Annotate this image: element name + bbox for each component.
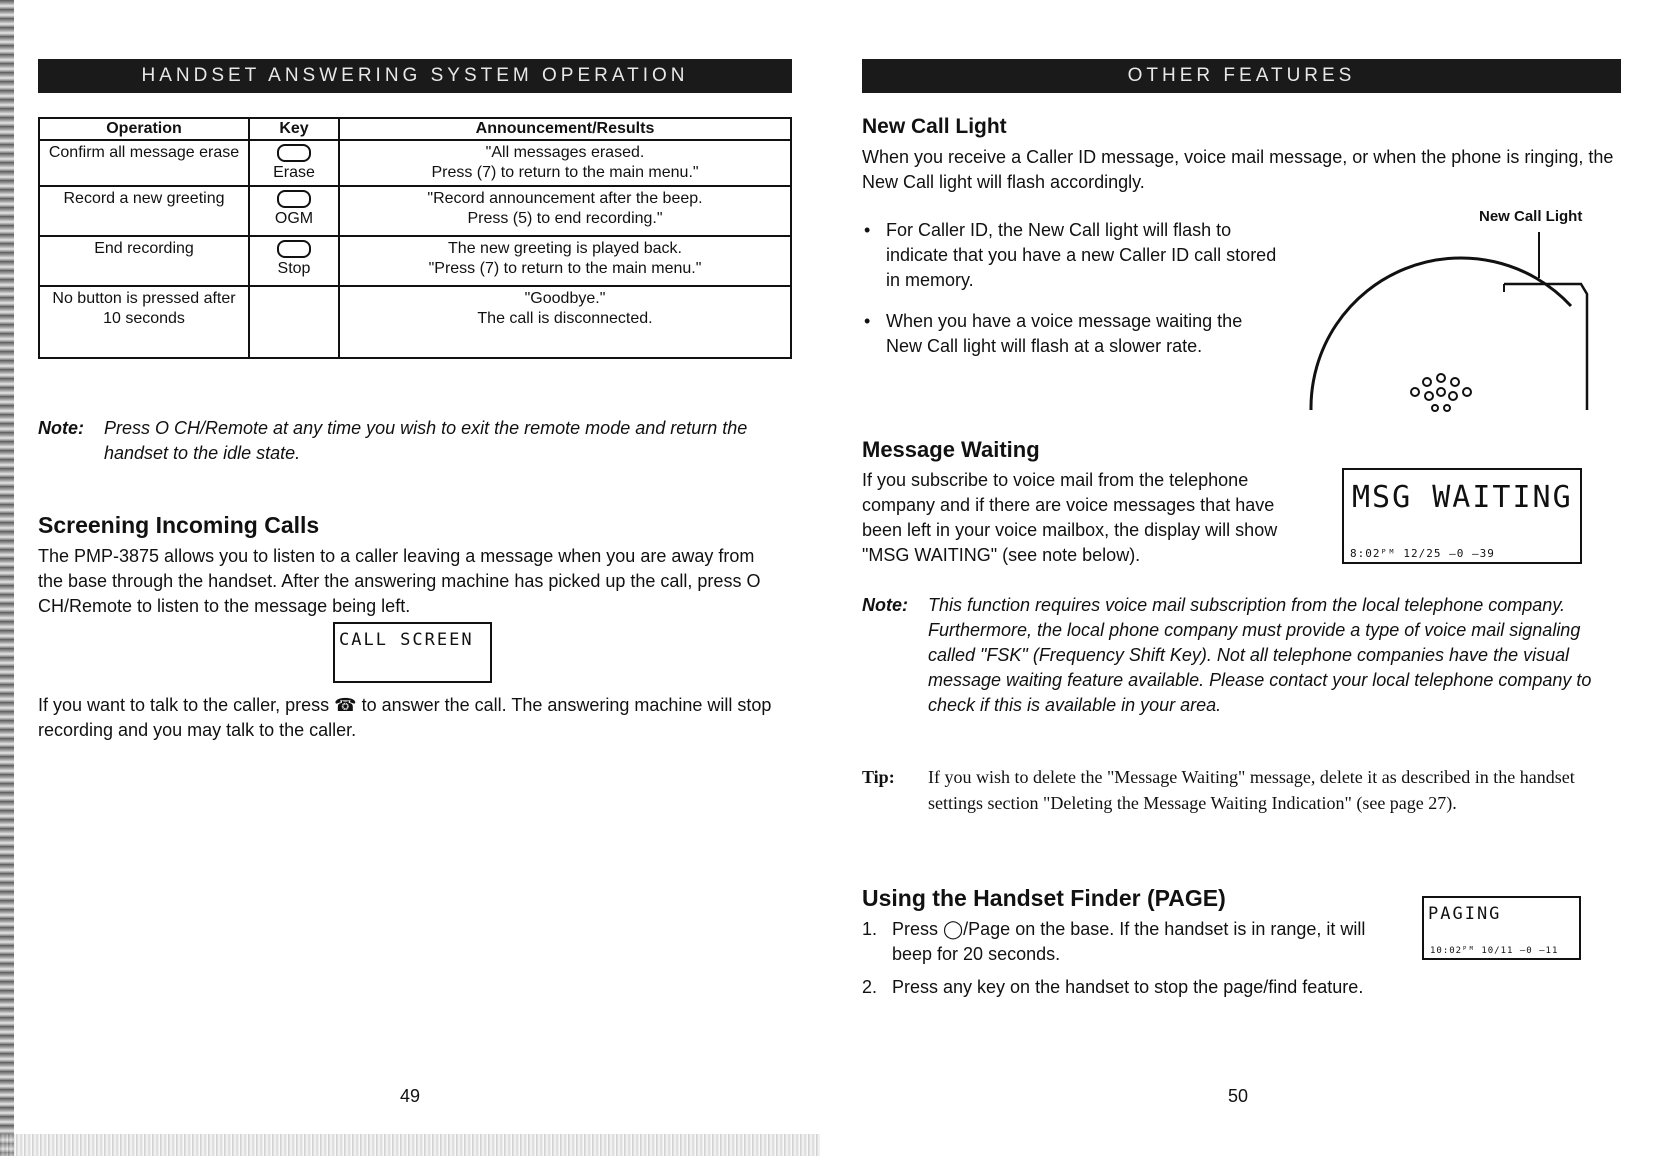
- key-label: OGM: [274, 210, 314, 227]
- key-cell: [249, 286, 339, 358]
- section-title-bar: OTHER FEATURES: [862, 59, 1621, 93]
- left-page: [0, 0, 829, 1156]
- finder-steps: [862, 917, 1372, 1008]
- result-line: The new greeting is played back.: [448, 240, 682, 257]
- screening-heading: Screening Incoming Calls: [38, 512, 320, 538]
- table-header-row: [39, 118, 791, 140]
- screening-text: The PMP-3875 allows you to listen to a caller leaving a message when you are away from the base through the handset. After the answering machine has picked up the call, press O CH/Remote to listen to the message being left.: [38, 546, 761, 616]
- step-number: 1.: [862, 919, 878, 939]
- list-item: • For Caller ID, the New Call light will flash to indicate that you have a new Caller ID call stored in memory.: [862, 218, 1282, 293]
- table-row: [39, 186, 791, 236]
- result-cell: [339, 286, 791, 358]
- key-label: Stop: [277, 260, 311, 277]
- note-text: Press O CH/Remote at any time you wish to exit the remote mode and return the handset to the idle state.: [104, 418, 748, 463]
- lcd-text: MSG WAITING: [1352, 480, 1573, 515]
- result-line: "Goodbye.": [524, 290, 606, 307]
- note-text: This function requires voice mail subscription from the local telephone company. Furthermore, the local phone company must provide a type of voice mail signaling called "FSK" (Frequency Shift Key). Not all telephone companies have the visual message waiting feature available. Please contact your local telephone company to check if this is available in your area.: [928, 595, 1592, 715]
- list-item: [862, 975, 1632, 1000]
- step-text: Press any key on the handset to stop the page/find feature.: [892, 977, 1364, 997]
- ogm-key-icon: [277, 190, 311, 208]
- result-line: "All messages erased.: [485, 144, 645, 161]
- scan-bottom-artifact: [0, 1134, 820, 1156]
- lcd-text: CALL SCREEN: [339, 630, 474, 650]
- table-header: Announcement/Results: [339, 118, 791, 140]
- operations-table: [38, 117, 792, 359]
- table-row: [39, 236, 791, 286]
- tip-label: Tip:: [862, 767, 895, 787]
- steps-list: [862, 917, 1372, 1000]
- step-text: Press ◯/Page on the base. If the handset is in range, it will beep for 20 seconds.: [892, 919, 1366, 964]
- note-label: Note:: [862, 595, 908, 615]
- scan-edge-artifact: [0, 0, 14, 1156]
- key-cell: [249, 236, 339, 286]
- right-page: [829, 0, 1659, 1156]
- operation-cell: Record a new greeting: [39, 186, 249, 236]
- page-number: 50: [1228, 1086, 1249, 1106]
- tip-text: If you wish to delete the "Message Waiting" message, delete it as described in the handset settings section "Deleting the Message Waiting Indication" (see page 27).: [928, 767, 1575, 813]
- new-call-light-label: New Call Light: [1479, 208, 1583, 225]
- new-call-text: When you receive a Caller ID message, voice mail message, or when the phone is ringing, the New Call light will flash accordingly.: [862, 147, 1614, 192]
- key-label: Erase: [273, 164, 315, 181]
- new-call-bullets: [862, 218, 1282, 375]
- lcd-status: 8:02ᴾᴹ 12/25 ⁠–0 ⁠–39: [1350, 547, 1495, 560]
- result-line: "Record announcement after the beep.: [427, 190, 703, 207]
- handset-illustration-icon: [1289, 232, 1619, 412]
- table-header: Operation: [39, 118, 249, 140]
- table-header: Key: [249, 118, 339, 140]
- page-number: 49: [400, 1086, 421, 1106]
- table-row: [39, 286, 791, 358]
- key-cell: [249, 186, 339, 236]
- note-block: [862, 593, 1622, 715]
- result-cell: [339, 186, 791, 236]
- result-line: "Press (7) to return to the main menu.": [428, 260, 702, 277]
- note-block: [38, 416, 778, 463]
- note-label: Note:: [38, 418, 84, 438]
- operation-cell: No button is pressed after 10 seconds: [39, 286, 249, 358]
- call-screen-lcd: [333, 622, 492, 683]
- table-row: [39, 140, 791, 186]
- step-number: 2.: [862, 977, 878, 997]
- lcd-status: 10:02ᴾᴹ 10/11 –0 –11: [1430, 946, 1559, 956]
- result-cell: [339, 236, 791, 286]
- msg-waiting-heading: Message Waiting: [862, 437, 1040, 462]
- new-call-heading: New Call Light: [862, 115, 1007, 138]
- stop-key-icon: [277, 240, 311, 258]
- msg-waiting-text: If you subscribe to voice mail from the telephone company and if there are voice messages that have been left in your voice mailbox, the display will show "MSG WAITING" (see note below).: [862, 470, 1278, 565]
- operation-cell: Confirm all message erase: [39, 140, 249, 186]
- result-cell: [339, 140, 791, 186]
- erase-key-icon: [277, 144, 311, 162]
- result-line: Press (7) to return to the main menu.": [431, 164, 699, 181]
- list-item: [862, 917, 1372, 967]
- msg-waiting-lcd: [1342, 468, 1582, 564]
- tip-block: [862, 764, 1622, 813]
- section-title-bar: HANDSET ANSWERING SYSTEM OPERATION: [38, 59, 792, 93]
- result-line: The call is disconnected.: [477, 310, 653, 327]
- talk-text: If you want to talk to the caller, press ☎ to answer the call. The answering machine will stop recording and you may talk to the caller.: [38, 695, 772, 740]
- operation-cell: End recording: [39, 236, 249, 286]
- lcd-text: PAGING: [1428, 904, 1502, 924]
- finder-heading: Using the Handset Finder (PAGE): [862, 885, 1226, 911]
- key-cell: [249, 140, 339, 186]
- bullet-list: [862, 218, 1282, 359]
- paging-lcd: [1422, 896, 1581, 960]
- result-line: Press (5) to end recording.": [467, 210, 663, 227]
- list-item: • When you have a voice message waiting the New Call light will flash at a slower rate.: [862, 309, 1282, 359]
